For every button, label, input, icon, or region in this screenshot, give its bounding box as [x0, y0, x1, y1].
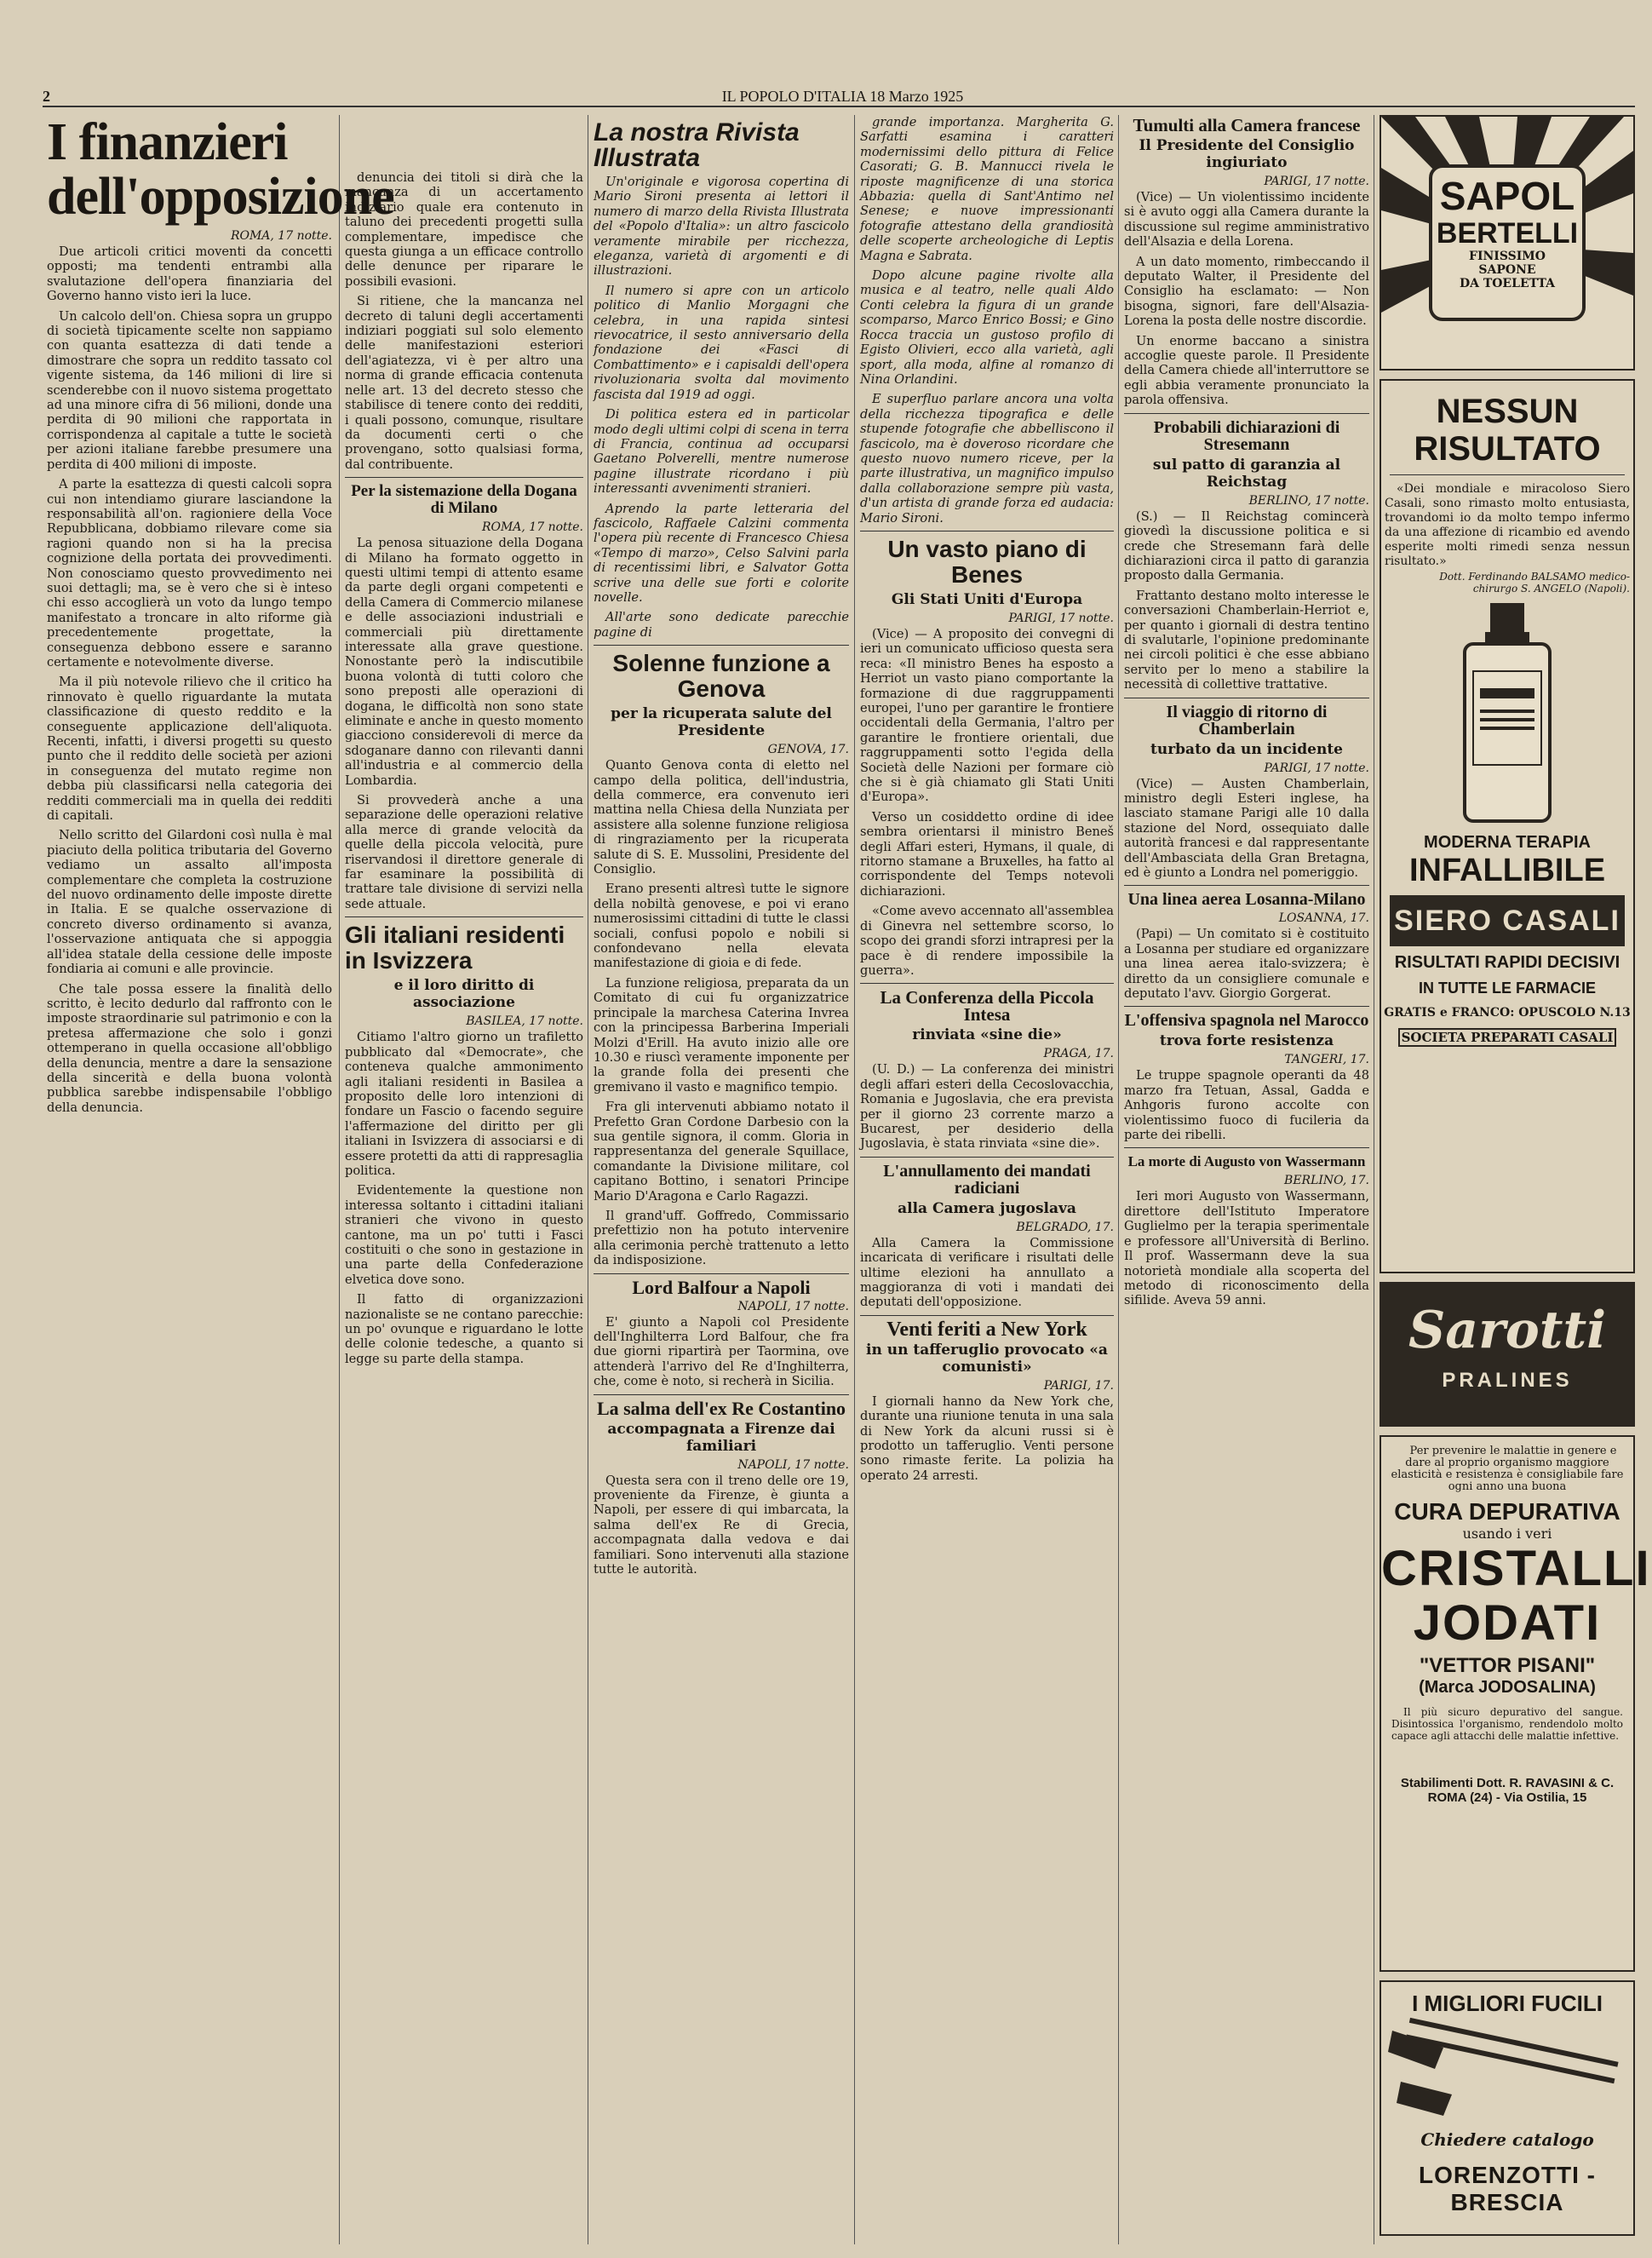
- article-subtitle: turbato da un incidente: [1150, 740, 1343, 758]
- brand-name: Sarotti: [1408, 1301, 1607, 1360]
- column-rule: [339, 115, 340, 2244]
- article-subtitle: Gli Stati Uniti d'Europa: [891, 590, 1083, 608]
- lorenzotti-advertisement: [1380, 1980, 1635, 2236]
- page-number: 2: [43, 88, 50, 105]
- article-paragraph: (U. D.) — La conferenza dei ministri degli affari esteri della Cecoslovacchia, Romania e Jugoslavia, che era prevista per il giorno 23 corrente marzo a Bucarest, per desiderio della Jugoslavia, è stata rinviata «sine die».: [860, 1062, 1114, 1152]
- divider: [1124, 1006, 1369, 1007]
- dateline: BERLINO, 17 notte.: [1248, 493, 1369, 508]
- dateline: ROMA, 17 notte.: [481, 520, 583, 535]
- article-paragraph: Un'originale e vigorosa copertina di Mario Sironi presenta ai lettori il numero di marzo della Rivista Illustrata del «Popolo d'Italia»: un altro fascicolo veramente mirabile per ricchezza, eleganza, varietà di argomenti e di illustrazioni.: [594, 175, 849, 279]
- ad-company: SOCIETA PREPARATI CASALI: [1398, 1028, 1616, 1047]
- ad-brand-banner: SIERO CASALI: [1390, 895, 1625, 946]
- article-paragraph: Un enorme baccano a sinistra accoglie queste parole. Il Presidente della Camera chiede all'interruttore se egli abbia veramente pronunciato la parola offensiva.: [1124, 333, 1369, 408]
- divider: [345, 916, 583, 917]
- article-paragraph: E superfluo parlare ancora una volta della ricchezza tipografica e delle stupende fotografie che abbelliscono il fascicolo, ma è doveroso ricordare che questo nuovo numero riceve, per la parte illustrativa, un magnifico impulso dalla collaborazione sempre più vasta, d'un artista di grande forza ed audacia: Mario Sironi.: [860, 392, 1114, 526]
- article-title: Lord Balfour a Napoli: [632, 1276, 811, 1298]
- article-paragraph: Fra gli intervenuti abbiamo notato il Prefetto Gran Cordone Darbesio con la sua gentile signora, il comm. Gloria in rappresentanza del generale Squillace, comandante la Divisione militare, col capitano Bottino, i senatori Principe Mario D'Aragona e Carlo Ragazzi.: [594, 1100, 849, 1204]
- article-paragraph: I giornali hanno da New York che, durante una riunione tenuta in una sala di New York da alcuni russi si è prodotto un tafferuglio. Venti persone sono rimaste ferite. La polizia ha operato 24 arresti.: [860, 1393, 1114, 1483]
- article-paragraph: Alla Camera la Commissione incaricata di verificare i risultati delle ultime elezioni ha annullato a maggioranza di voti i mandati dei deputati dell'opposizione.: [860, 1235, 1114, 1310]
- article-paragraph: A un dato momento, rimbeccando il deputato Walter, il Presidente del Consiglio ha esclamato: — Non bisogna, signori, fare dell'Alsazia-Lorena la posta delle nostre discordie.: [1124, 254, 1369, 329]
- dateline: BELGRADO, 17.: [1016, 1220, 1114, 1234]
- ad-testimonial: «Dei mondiale e miracoloso Siero Casali, sono rimasto molto entusiasta, trovandomi io da molto tempo infermo da una affezione di ricambio ed avendo esperite molti rimedi senza nessun risultato.»: [1385, 482, 1630, 568]
- article-paragraph: (Vice) — A proposito dei convegni di ieri un comunicato ufficioso questa sera reca: «Il ministro Benes ha esposto a Herriot un vasto piano comportante la formazione di due raggruppamenti europei, l'uno per garantire le frontiere occidentali della Germania, l'altro per garantire le frontiere orientali, due raggruppamenti sotto l'egida della Società delle Nazioni per formare ciò che si è già chiamato gli Stati Uniti d'Europa».: [860, 626, 1114, 805]
- divider: [860, 983, 1114, 984]
- article-paragraph: All'arte sono dedicate parecchie pagine di: [594, 610, 849, 640]
- article-paragraph: (Vice) — Un violentissimo incidente si è avuto oggi alla Camera durante la discussione sul regime amministrativo dell'Alsazia e della Lorena.: [1124, 190, 1369, 250]
- article-title: Solenne funzione a Genova: [612, 650, 830, 703]
- article-paragraph: La funzione religiosa, preparata da un Comitato di cui fu organizzatrice principale la marchesa Caterina Invrea con la principessa Barberina Imperiali Molzi d'Erill. Ha avuto inizio alle ore 10.30 e riuscì veramente imponente per la grande folla dei presenti che gremivano il vasto e magnifico tempio.: [594, 975, 849, 1095]
- article-paragraph: Verso un cosiddetto ordine di idee sembra orientarsi il ministro Beneš degli Affari esteri, Hymans, il quale, di ritorno stamane a Bruxelles, ha fatto al corrispondente del Temps notevoli dichiarazioni.: [860, 809, 1114, 899]
- article-subtitle: Il Presidente del Consiglio ingiuriato: [1139, 137, 1355, 171]
- bottle-icon: [1448, 603, 1567, 824]
- article-paragraph: Aprendo la parte letteraria del fascicolo, Raffaele Calzini commenta l'opera più recente di Francesco Chiesa «Tempo di marzo», Celso Salvini parla di recentissimi libri, e Salvator Gotta scrive una delle sue forti e colorite novelle.: [594, 501, 849, 605]
- divider: [594, 1273, 849, 1274]
- ad-headline: CRISTALLI: [1381, 1541, 1651, 1596]
- article-subtitle: accompagnata a Firenze dai familiari: [607, 1420, 835, 1455]
- column-3: [594, 115, 849, 2244]
- dateline: PARIGI, 17.: [1043, 1378, 1114, 1393]
- column-rule: [854, 115, 855, 2244]
- ad-intro: Per prevenire le malattie in genere e dare al proprio organismo maggiore elasticità e resistenza è consigliabile fare ogni anno una buona: [1391, 1445, 1624, 1493]
- divider: [1124, 1147, 1369, 1148]
- dateline: BASILEA, 17 notte.: [466, 1014, 583, 1029]
- column-rule: [1118, 115, 1119, 2244]
- ad-line: DA TOELETTA: [1459, 277, 1556, 290]
- article-paragraph: Quanto Genova conta di eletto nel campo della politica, dell'industria, della commerce, era convenuto ieri mattina nella Chiesa della Nunziata per assistere alla solenne funzione religiosa di ringraziamento per la ricuperata salute di S. E. Mussolini, Presidente del Consiglio.: [594, 758, 849, 877]
- article-paragraph: Un calcolo dell'on. Chiesa sopra un gruppo di società tipicamente scelte non sappiamo con quanta esattezza di dati tende a dimostrare che sopra un reddito tassato col vigente sistema, da 146 milioni di lire si scenderebbe con il nuovo sistema progettato ad una minore cifra di 56 milioni, donde una perdita di 90 milioni che rapportata in corrispondenza al capitale a tutte le società per azioni italiane farebbe presumere una perdita di 400 milioni di imposte.: [47, 308, 332, 472]
- article-title: Venti feriti a New York: [886, 1318, 1087, 1341]
- masthead-title: IL POPOLO D'ITALIA 18 Marzo 1925: [721, 88, 964, 105]
- divider: [594, 1394, 849, 1395]
- article-subtitle: alla Camera jugoslava: [898, 1199, 1076, 1217]
- article-paragraph: La penosa situazione della Dogana di Milano ha formato oggetto in questi ultimi tempi di attento esame da parte degli organi competenti e della Camera di Commercio milanese e delle associazioni industriali e commerciali più direttamente interessate alla grave questione. Nonostante però la indiscutibile buona volontà di tutti coloro che sono preposti alle operazioni di dogana, le difficoltà non sono state eliminate e anche in questo momento giacciono considerevoli di merce da sdoganare danno con rilevanti danni all'industria e al commercio della Lombardia.: [345, 536, 583, 788]
- article-paragraph: Evidentemente la questione non interessa soltanto i cittadini italiani stranieri che vivono in questo cantone, ma un po' tutti i Fasci costituiti o che sono in gestazione in una parte della Confederazione elvetica dove sono.: [345, 1183, 583, 1287]
- article-title: L'annullamento dei mandati radiciani: [883, 1161, 1091, 1198]
- brand-subtitle: PRALINES: [1442, 1369, 1573, 1392]
- article-title: Il viaggio di ritorno di Chamberlain: [1166, 702, 1328, 738]
- ad-headline: I MIGLIORI FUCILI: [1412, 1991, 1603, 2016]
- divider: [594, 645, 849, 646]
- article-paragraph: (S.) — Il Reichstag comincerà giovedì la discussione politica e si crede che Stresemann farà delle dichiarazioni circa il patto di garanzia proposto dalla Germania.: [1124, 508, 1369, 583]
- sarotti-advertisement: [1380, 1282, 1635, 1427]
- article-subtitle: e il loro diritto di associazione: [393, 977, 535, 1012]
- article-paragraph: (Papi) — Un comitato si è costituito a Losanna per studiare ed organizzare una linea aerea italo-svizzera; è diretto da un consigliere comunale e deputato l'avv. Giorgio Gorgerat.: [1124, 927, 1369, 1002]
- ad-signature: Dott. Ferdinando BALSAMO medico-chirurgo S. ANGELO (Napoli).: [1439, 571, 1630, 595]
- ad-line: FINISSIMO: [1469, 250, 1546, 263]
- dateline: PRAGA, 17.: [1043, 1047, 1114, 1061]
- dateline: TANGERI, 17.: [1284, 1053, 1369, 1067]
- article-title: La morte di Augusto von Wassermann: [1127, 1153, 1366, 1170]
- ad-line: MODERNA TERAPIA: [1424, 833, 1591, 852]
- ad-line: Chiedere catalogo: [1420, 2129, 1594, 2150]
- article-subtitle: rinviata «sine die»: [912, 1026, 1062, 1044]
- cristalli-jodati-advertisement: [1380, 1435, 1651, 1972]
- article-title: Tumulti alla Camera francese: [1133, 115, 1361, 135]
- column-5: [1124, 115, 1369, 2244]
- dateline: PARIGI, 17 notte.: [1264, 175, 1369, 188]
- article-subtitle: per la ricuperata salute del Presidente: [611, 705, 832, 740]
- article-title: Gli italiani residenti in Isvizzera: [345, 922, 565, 974]
- article-paragraph: Il fatto di organizzazioni nazionaliste se ne contano parecchie: un po' ovunque e riguardano le lotte delle colonie tedesche, a quanto si legge su parte della stampa.: [345, 1292, 583, 1366]
- article-title: La nostra Rivista Illustrata: [594, 118, 800, 172]
- article-paragraph: Ma il più notevole rilievo che il critico ha rinnovato è quello riguardante la mutata classificazione di questo reddito e la conseguente applicazione dell'aliquota. Recenti, infatti, i diversi progetti su questo punto che il reddito delle società per azioni in conseguenza del mutato regime non debba più classificarsi nella categoria dei redditi commerciali ma in quella dei redditi di capitali.: [47, 675, 332, 824]
- article-paragraph: Si ritiene, che la mancanza nel decreto di taluni degli accertamenti indiziari poggiati sul solo elemento delle manifestazioni esteriori dell'agiatezza, vi è per altro una norma di grande efficacia contenuta nelle art. 13 del decreto stesso che stabilisce di tenere conto dei redditi, i quali possono, comunque, risultare da documenti certi o che provengano, sotto qualsiasi forma, dal contribuente.: [345, 294, 583, 472]
- article-paragraph: Nello scritto del Gilardoni così nulla è mal piaciuto della politica tributaria del Governo vediamo un assalto all'imposta complementare che completa la costruzione del nuovo ordinamento delle imposte dirette in Italia. E se qualche osservazione di concreto diverso ordinamento si avanza, l'osservazione antiquata che si appoggia all'idea statale della cessione delle imposte fondiaria ai comuni e alle provincie.: [47, 828, 332, 977]
- rifle-icon: [1384, 2022, 1631, 2124]
- dateline: PARIGI, 17 notte.: [1264, 761, 1369, 775]
- article-paragraph: grande importanza. Margherita G. Sarfatti esamina i caratteri modernissimi dello pittura di Felice Casorati; G. B. Mannucci rivela le riposte magnificenze di una storica Abbazia: quella di Sant'Antimo nel Senese; e nuove impressionanti fotografie attestano della grandiosità delle scoperte archeologiche di Leptis Magna e Sabrata.: [860, 115, 1114, 263]
- article-subtitle: sul patto di garanzia al Reichstag: [1152, 456, 1341, 491]
- article-paragraph: A parte la esattezza di questi calcoli sopra cui non intendiamo giurare lasciandone la responsabilità all'on. ragioniere della Voce Repubblicana, dobbiamo rilevare come sia ragioni quando non si ha la precisa cognizione della portata dei provvedimenti. Non conosciamo questo provvedimento nei suoi dettagli; ma, se è vero che si è inteso chi esso accoglierà un voto da lungo tempo manifestato a troncare in alto riforme già precedentemente progettate, la conseguenza debbono essere e saranno certamente e notevolmente diverse.: [47, 477, 332, 669]
- column-2: [345, 170, 583, 2244]
- article-title: Probabili dichiarazioni di Stresemann: [1153, 417, 1340, 454]
- column-4: [860, 115, 1114, 2244]
- article-paragraph: Il numero si apre con un articolo politico di Manlio Morgagni che celebra, in una rapida sintesi rievocatrice, il sesto anniversario della fondazione dei «Fasci di Combattimento» e i capisaldi dell'opera rivoluzionaria svolta dal movimento fascista dal 1919 ad oggi.: [594, 283, 849, 402]
- article-paragraph: Due articoli critici moventi da concetti opposti; ma tendenti entrambi alla svalutazione dell'opera finanziaria del Governo hanno visto ieri la luce.: [47, 244, 332, 304]
- ad-company: LORENZOTTI - BRESCIA: [1419, 2162, 1596, 2215]
- divider: [345, 477, 583, 478]
- masthead-bar: [43, 83, 1635, 107]
- article-title: L'offensiva spagnola nel Marocco: [1124, 1011, 1369, 1031]
- divider: [1124, 885, 1369, 886]
- sapol-advertisement: [1380, 115, 1635, 371]
- divider: [1124, 413, 1369, 414]
- ad-headline: INFALLIBILE: [1408, 853, 1606, 888]
- article-paragraph: Le truppe spagnole operanti da 48 marzo fra Tetuan, Assal, Gadda e Anhgoris furono accolte con violentissimo fuoco di fucileria da parte dei ribelli.: [1124, 1068, 1369, 1143]
- article-subtitle: in un tafferuglio provocato «a comunisti»: [866, 1341, 1108, 1376]
- article-paragraph: Questa sera con il treno delle ore 19, proveniente da Firenze, è giunta a Napoli, per essere di qui imbarcata, la salma dell'ex Re di Grecia, accompagnata dalla vedova e dai familiari. Sono intervenuti alla stazione tutte le autorità.: [594, 1473, 849, 1577]
- article-title: Un vasto piano di Benes: [887, 535, 1087, 588]
- article-title: Una linea aerea Losanna-Milano: [1127, 890, 1366, 910]
- ad-line: usando i veri: [1462, 1525, 1552, 1542]
- article-paragraph: Di politica estera ed in particolar modo degli ultimi colpi di scena in terra di Francia, continua ad occuparsi Gaetano Polverelli, mentre numerose pagine illustrate ricordano i più interessanti avvenimenti stranieri.: [594, 407, 849, 497]
- ad-company: Stabilimenti Dott. R. RAVASINI & C.: [1400, 1776, 1615, 1790]
- article-paragraph: Si provvederà anche a una separazione delle operazioni relative alla merce di grande velocità da quelle della piccola velocità, pure riservandosi il direttore generale di far esaminare la possibilità di trattare tale divisione di servizi nella sede attuale.: [345, 793, 583, 911]
- article-paragraph: Frattanto destano molto interesse le conversazioni Chamberlain-Herriot e, per quanto i giornali di destra tentino di svalutarle, l'opinione predominante nei circoli politici è che esse abbiano servito per lo meno a stabilire la necessità di collettive trattative.: [1124, 588, 1369, 692]
- article-paragraph: Il grand'uff. Goffredo, Commissario prefettizio non ha potuto intervenire alla cerimonia perchè trattenuto a letto da indisposizione.: [594, 1208, 849, 1268]
- article-title: Per la sistemazione della Dogana di Milano: [351, 482, 577, 518]
- article-title: I finanzieri dell'opposizione: [47, 113, 394, 226]
- dateline: PARIGI, 17 notte.: [1008, 611, 1114, 625]
- article-paragraph: «Come avevo accennato all'assemblea di Ginevra nel settembre scorso, lo scopo dei grandi sforzi intrapresi per la pace è di rendere impossibile la guerra».: [860, 904, 1114, 978]
- article-paragraph: Che tale possa essere la finalità dello scritto, è lecito dedurlo dal raffronto con le imposte straordinarie sul patrimonio e con la pretesa affermazione che solo i gonzi ottemperano in quella occasione all'obbligo della denuncia, mentre a dare la sensazione della sincerità e della buona volontà pubblica sarebbe indispensabile l'obbligo della denuncia.: [47, 981, 332, 1115]
- article-subtitle: trova forte resistenza: [1159, 1032, 1334, 1050]
- article-paragraph: E' giunto a Napoli col Presidente dell'Inghilterra Lord Balfour, che fra due giorni ripartirà per Taormina, ove attenderà l'arrivo del Re d'Inghilterra, che, come è noto, si recherà in Sicilia.: [594, 1314, 849, 1389]
- ad-line: (Marca JODOSALINA): [1419, 1678, 1596, 1697]
- ad-line: GRATIS e FRANCO: OPUSCOLO N.13: [1384, 1006, 1631, 1020]
- article-title: La salma dell'ex Re Costantino: [596, 1397, 846, 1419]
- divider: [860, 1315, 1114, 1316]
- article-paragraph: Citiamo l'altro giorno un trafiletto pubblicato dal «Democrate», che conteneva qualche ammonimento agli italiani residenti in Basilea a proposito delle loro intenzioni di fondare un Fascio o facendo seguire l'affermazione del diritto per gli italiani in Isvizzera di associarsi e di essere protetti da atti di rappresaglia politica.: [345, 1030, 583, 1178]
- ad-address: ROMA (24) - Via Ostilia, 15: [1427, 1790, 1587, 1805]
- article-paragraph: Erano presenti altresì tutte le signore della nobiltà genovese, e poi vi erano numerosissimi cittadini di tutte le classi sociali, confusi popolo e nobili si confondevano nella elevata manifestazione di gioia e di fede.: [594, 882, 849, 971]
- column-1: [47, 113, 394, 2244]
- article-paragraph: Ieri mori Augusto von Wassermann, direttore dell'Istituto Imperatore Guglielmo per la terapia sperimentale e professore all'Università di Berlino. Il prof. Wassermann deve la sua notorietà mondiale alla scoperta del metodo di riconoscimento della sifilide. Aveva 59 anni.: [1124, 1189, 1369, 1308]
- article-paragraph: Dopo alcune pagine rivolte alla musica e al teatro, nelle quali Aldo Conti celebra la figura di un grande scomparso, Marco Enrico Bossi; e Gino Rocca traccia un gustoso profilo di Egisto Olivieri, ecco alla varietà, agli sport, alla moda, alfine al romanzo di Nina Orlandini.: [860, 268, 1114, 387]
- brand-name: SAPOL: [1439, 174, 1575, 218]
- ad-headline: CURA DEPURATIVA: [1394, 1498, 1620, 1525]
- brand-maker: BERTELLI: [1436, 217, 1579, 250]
- ad-headline: NESSUN: [1436, 393, 1579, 430]
- ad-line: RISULTATI RAPIDI DECISIVI: [1394, 953, 1620, 972]
- ad-headline: JODATI: [1413, 1595, 1602, 1651]
- dateline: NAPOLI, 17 notte.: [737, 1457, 849, 1472]
- siero-casali-advertisement: [1380, 379, 1635, 1273]
- dateline: ROMA, 17 notte.: [230, 229, 332, 243]
- ad-line: "VETTOR PISANI": [1419, 1654, 1596, 1677]
- divider: [860, 1157, 1114, 1158]
- dateline: LOSANNA, 17.: [1278, 911, 1369, 926]
- dateline: NAPOLI, 17 notte.: [737, 1299, 849, 1313]
- ad-line: SAPONE: [1478, 263, 1536, 277]
- dateline: GENOVA, 17.: [767, 743, 849, 757]
- advertisements-column: [1380, 115, 1651, 2244]
- dateline: BERLINO, 17.: [1284, 1174, 1369, 1188]
- article-paragraph: denuncia dei titoli si dirà che la mancanza di un accertamento indiziario quale era contenuto in taluno dei precedenti progetti sulla complementare, impedisce che questa giunga a un efficace controllo delle denunce per riparare le possibili evasioni.: [345, 170, 583, 289]
- ad-headline: RISULTATO: [1414, 430, 1601, 468]
- article-title: La Conferenza della Piccola Intesa: [880, 987, 1094, 1026]
- ad-line: IN TUTTE LE FARMACIE: [1419, 980, 1596, 997]
- ad-body: Il più sicuro depurativo del sangue. Disintossica l'organismo, rendendolo molto capace agli attacchi delle malattie infettive.: [1391, 1706, 1623, 1742]
- article-paragraph: (Vice) — Austen Chamberlain, ministro degli Esteri inglese, ha lasciato stamane Parigi alle 10 dalla stazione del Nord, ossequiato dalle autorità francesi e dal rappresentante dell'Ambasciata della Gran Bretagna, ed è giunto a Londra nel pomeriggio.: [1124, 776, 1369, 880]
